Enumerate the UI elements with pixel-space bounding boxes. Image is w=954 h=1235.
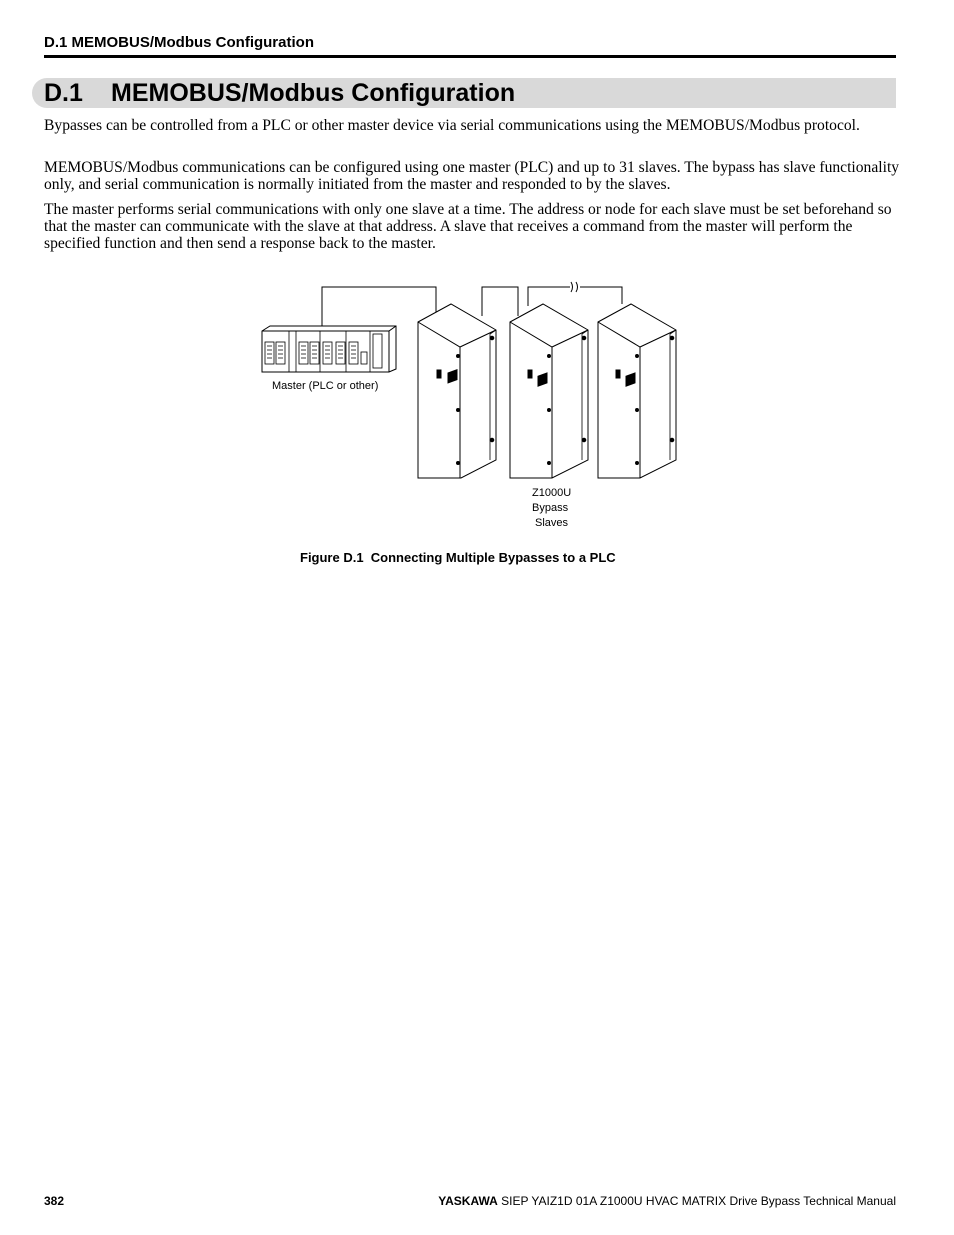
figure-caption: Figure D.1 Connecting Multiple Bypasses to a PLC: [300, 550, 616, 565]
slaves-label-line-3: Slaves: [535, 517, 569, 529]
section-title: MEMOBUS/Modbus Configuration: [111, 79, 516, 107]
footer-manual-title: [438, 1194, 896, 1208]
wire-slave-2-3: [528, 287, 622, 306]
plc-master-icon: [262, 326, 396, 372]
wire-master: [322, 287, 436, 326]
manual-title: SIEP YAIZ1D 01A Z1000U HVAC MATRIX Drive Bypass Technical Manual: [501, 1194, 896, 1208]
section-number: D.1: [44, 79, 83, 107]
bypass-cabinet-icon: [418, 304, 496, 478]
slaves-label-line-1: Z1000U: [532, 487, 572, 499]
paragraph-master-slaves: MEMOBUS/Modbus communications can be configured using one master (PLC) and up to 31 slaves. The bypass has slave functionality only, and serial communication is normally initiated from the master and responded to by the slaves.: [44, 159, 900, 193]
header-rule: [44, 55, 896, 58]
page-number: 382: [44, 1194, 65, 1208]
wire-slave-1-2: [482, 287, 518, 316]
paragraph-intro: Bypasses can be controlled from a PLC or other master device via serial communications using the MEMOBUS/Modbus protocol.: [44, 117, 860, 134]
running-header: D.1 MEMOBUS/Modbus Configuration: [44, 34, 314, 51]
slaves-label-line-2: Bypass: [532, 502, 569, 514]
connection-diagram: [255, 275, 695, 535]
master-label: Master (PLC or other): [272, 380, 379, 392]
bypass-cabinet-icon: [510, 304, 588, 478]
brand-name: YASKAWA: [438, 1194, 498, 1208]
wire-break-icon: [571, 282, 578, 292]
bypass-cabinet-icon: [598, 304, 676, 478]
paragraph-communication: The master performs serial communications with only one slave at a time. The address or node for each slave must be set beforehand so that the master can communicate with the slave at that address. A slave that receives a command from the master will perform the specified function and then send a response back to the master.: [44, 201, 892, 252]
